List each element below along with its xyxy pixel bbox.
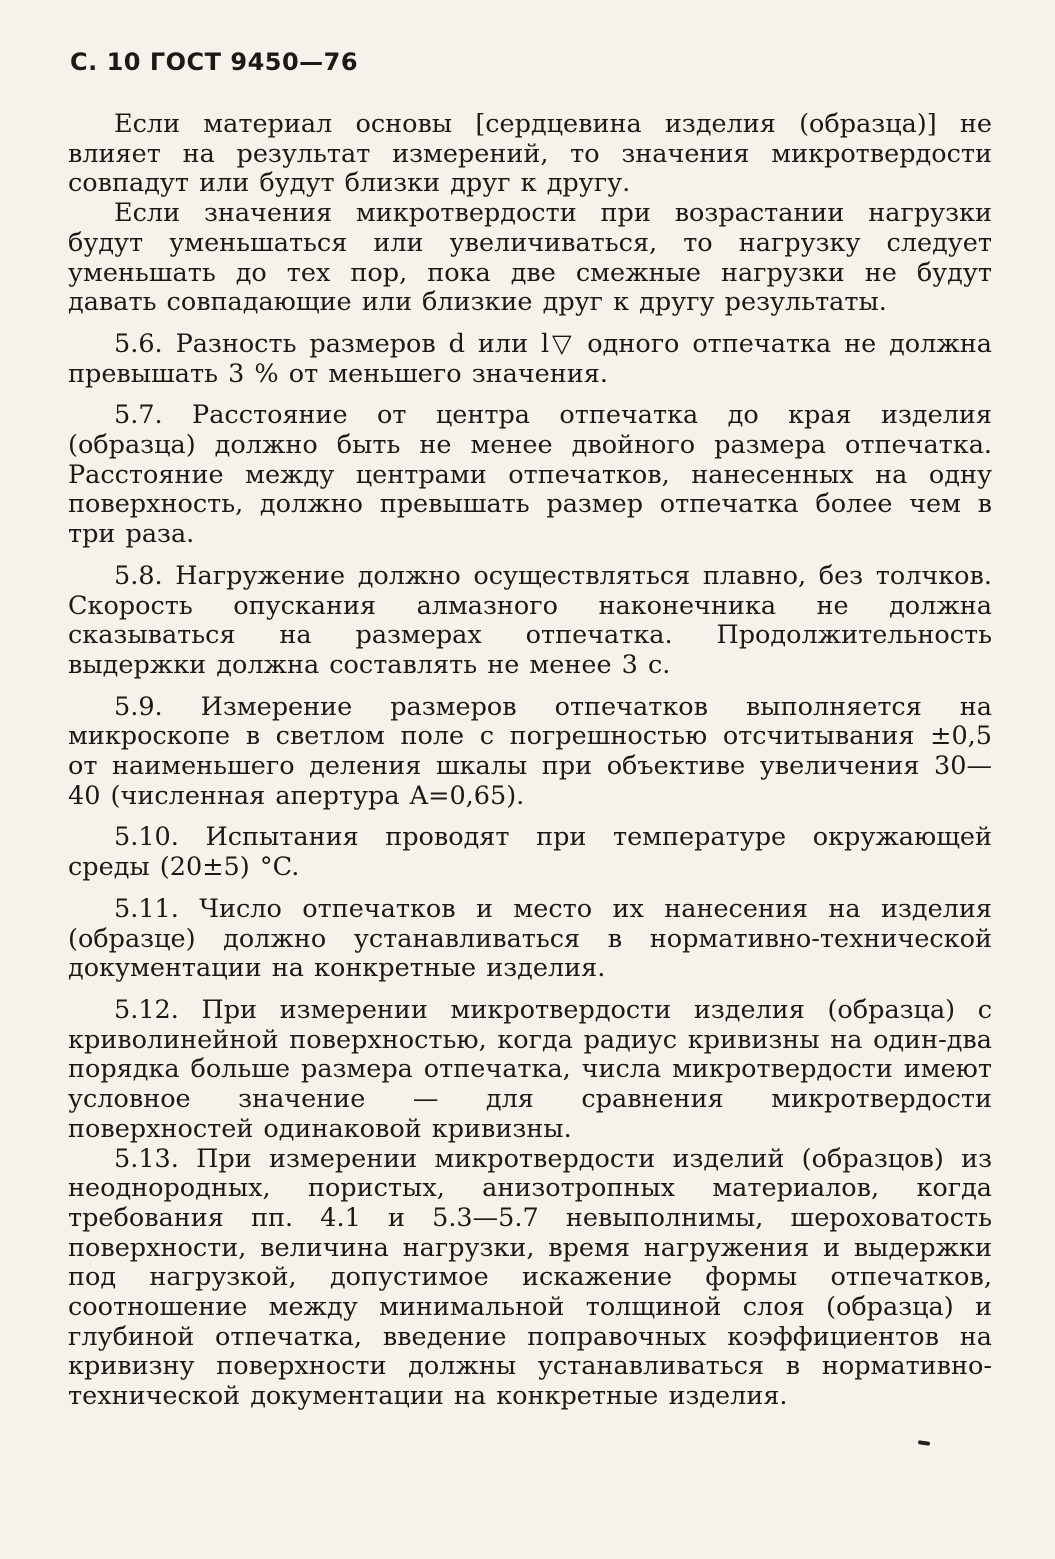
clause-5-13: 5.13. При измерении микротвердости изделий (образцов) из неоднородных, пористых, анизотропных материалов, когда требования пп. 4.1 и 5.3—5.7 невыполнимы, шероховатость поверхности, величина нагрузки, время нагружения и выдержки под нагрузкой, допустимое искажение формы отпечатков, соотношение между минимальной толщиной слоя (образца) и глубиной отпечатка, введение поправочных коэффициентов на кривизну поверхности должны устанавливаться в нормативно-технической документации на конкретные изделия.: [68, 1143, 992, 1412]
clause-5-10: 5.10. Испытания проводят при температуре окружающей среды (20±5) °C.: [68, 822, 992, 883]
clause-5-6: 5.6. Разность размеров d или l▽ одного отпечатка не должна превышать 3 % от меньшего значения.: [68, 328, 992, 389]
page-header: С. 10 ГОСТ 9450—76: [70, 48, 359, 76]
clause-5-12: 5.12. При измерении микротвердости изделия (образца) с криволинейной поверхностью, когда радиус кривизны на один-два порядка больше размера отпечатка, числа микротвердости имеют условное значение — для сравнения микротвердости поверхностей одинаковой кривизны.: [68, 994, 992, 1144]
paragraph-load-adjustment: Если значения микротвердости при возрастании нагрузки будут уменьшаться или увеличиваться, то нагрузку следует уменьшать до тех пор, пока две смежные нагрузки не будут давать совпадающие или близкие друг к другу результаты.: [68, 198, 992, 318]
clause-5-8: 5.8. Нагружение должно осуществляться плавно, без толчков. Скорость опускания алмазного наконечника не должна сказываться на размерах отпечатка. Продолжительность выдержки должна составлять не менее 3 с.: [68, 560, 992, 680]
clause-5-9: 5.9. Измерение размеров отпечатков выполняется на микроскопе в светлом поле с погрешностью отсчитывания ±0,5 от наименьшего деления шкалы при объективе увеличения 30—40 (численная апертура A=0,65).: [68, 691, 992, 811]
clause-5-11: 5.11. Число отпечатков и место их нанесения на изделия (образце) должно устанавливаться в нормативно-технической документации на конкретные изделия.: [68, 893, 992, 984]
clause-5-7: 5.7. Расстояние от центра отпечатка до края изделия (образца) должно быть не менее двойного размера отпечатка. Расстояние между центрами отпечатков, нанесенных на одну поверхность, должно превышать размер отпечатка более чем в три раза.: [68, 400, 992, 550]
paragraph-base-material: Если материал основы [сердцевина изделия (образца)] не влияет на результат измерений, то значения микротвердости совпадут или будут близки друг к другу.: [68, 109, 992, 199]
document-body: [68, 110, 992, 1412]
ink-mark: [918, 1440, 930, 1446]
